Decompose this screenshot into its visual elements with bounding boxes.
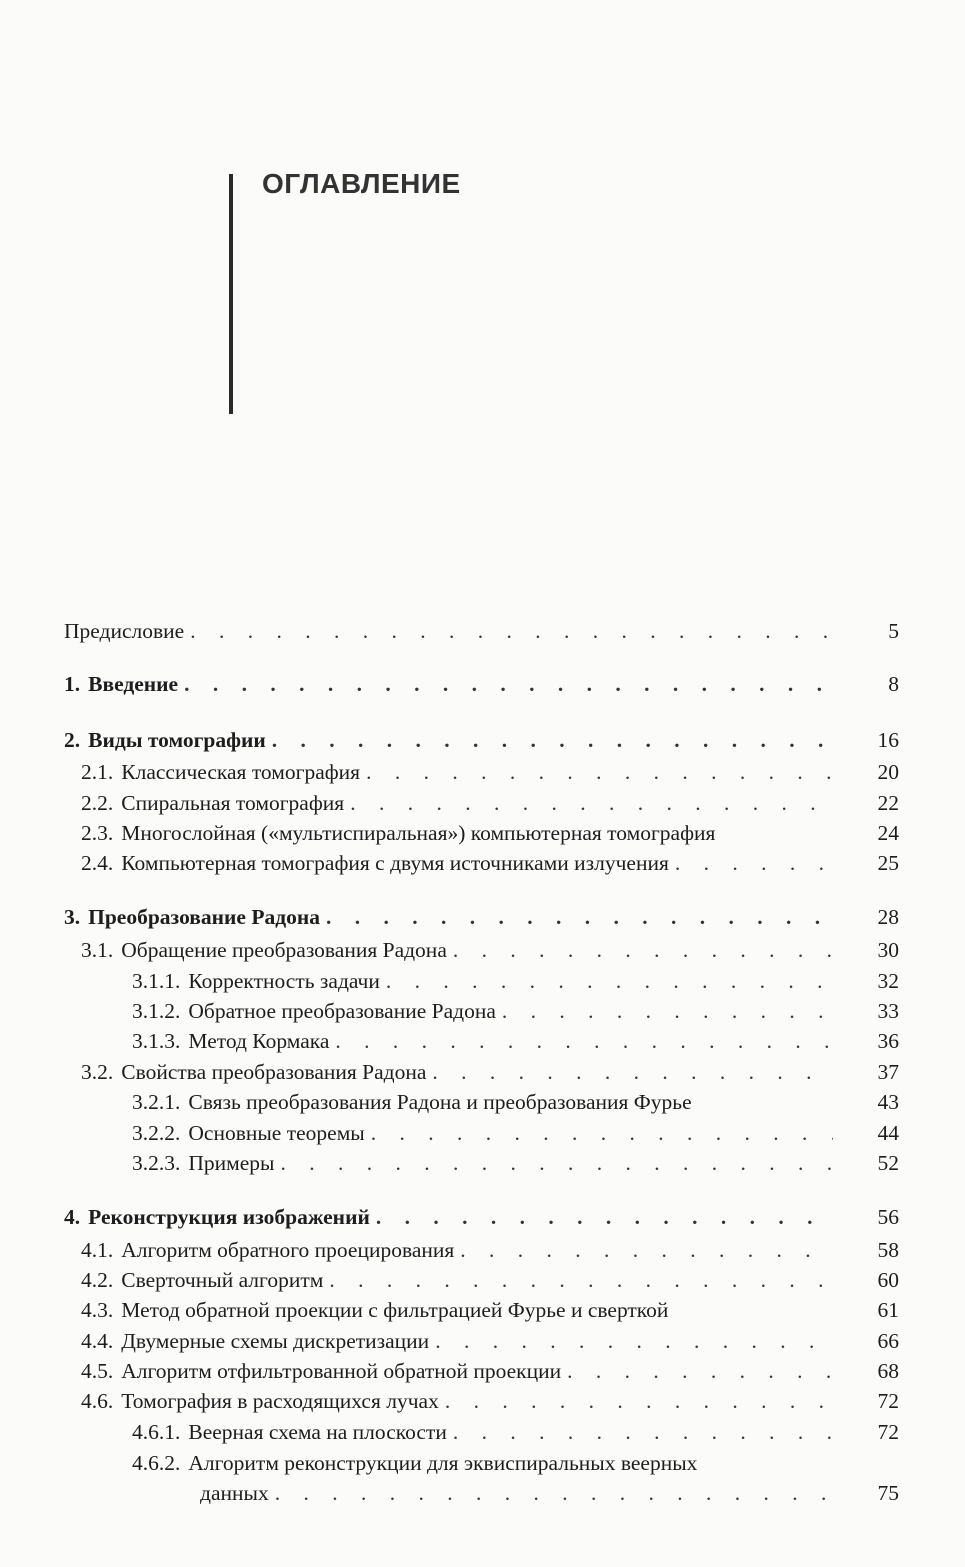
leader-dots bbox=[326, 902, 833, 932]
toc-entry-number: 3.2.1. bbox=[132, 1090, 181, 1114]
toc-entry-label: Алгоритм обратного проецирования bbox=[121, 1238, 455, 1262]
toc-entry-number: 3.1. bbox=[81, 938, 114, 962]
leader-dots bbox=[184, 669, 833, 699]
toc-entry-label: Томография в расходящихся лучах bbox=[121, 1389, 439, 1413]
toc-entry-number: 3.2. bbox=[81, 1060, 114, 1084]
leader-dots bbox=[453, 935, 833, 965]
toc-entry-page: 72 bbox=[877, 1389, 899, 1413]
toc-entry-label: Примеры bbox=[188, 1151, 275, 1175]
toc-entry-label: Классическая томография bbox=[121, 760, 361, 784]
leader-dots bbox=[275, 1478, 833, 1508]
toc-entry-label: Метод обратной проекции с фильтрацией Фурье и сверткой bbox=[121, 1298, 669, 1322]
toc-entry-number: 2. bbox=[64, 728, 81, 752]
toc-entry-label: Многослойная («мультиспиральная») компьютерная томография bbox=[121, 821, 716, 845]
page-title: ОГЛАВЛЕНИЕ bbox=[262, 168, 461, 199]
toc-entry-page: 66 bbox=[877, 1329, 899, 1353]
toc-entry-number: 2.3. bbox=[81, 821, 114, 845]
toc-entry-number: 4.6.2. bbox=[132, 1451, 181, 1475]
toc-entry-page: 75 bbox=[877, 1481, 899, 1505]
toc-entry-page: 28 bbox=[877, 905, 899, 929]
toc-entry-label: Виды томографии bbox=[88, 728, 266, 752]
toc-entry-page: 44 bbox=[877, 1121, 899, 1145]
toc-entry-number: 3.1.3. bbox=[132, 1029, 181, 1053]
toc-entry-page: 61 bbox=[877, 1298, 899, 1322]
toc-entry-page: 36 bbox=[877, 1029, 899, 1053]
leader-dots bbox=[445, 1386, 833, 1416]
leader-dots bbox=[281, 1148, 833, 1178]
toc-entry-label: Двумерные схемы дискретизации bbox=[121, 1329, 430, 1353]
toc-entry-number: 3.2.2. bbox=[132, 1121, 181, 1145]
toc-entry-page: 52 bbox=[877, 1151, 899, 1175]
toc-entry-page: 37 bbox=[877, 1060, 899, 1084]
toc-entry-page: 24 bbox=[877, 821, 899, 845]
toc-entry-page: 16 bbox=[877, 728, 899, 752]
toc-entry-label: Сверточный алгоритм bbox=[121, 1268, 324, 1292]
toc-entry-number: 4.6. bbox=[81, 1389, 114, 1413]
toc-entry-page: 58 bbox=[877, 1238, 899, 1262]
toc-entry-page: 43 bbox=[877, 1090, 899, 1114]
toc-entry-label: Алгоритм отфильтрованной обратной проекции bbox=[121, 1359, 562, 1383]
leader-dots bbox=[460, 1235, 833, 1265]
toc-entry-number: 2.4. bbox=[81, 851, 114, 875]
toc-entry-page: 8 bbox=[888, 672, 899, 696]
leader-dots bbox=[675, 848, 833, 878]
toc-entry-page: 68 bbox=[877, 1359, 899, 1383]
toc-entry-label: Предисловие bbox=[64, 619, 185, 643]
toc-entry-label: Обращение преобразования Радона bbox=[121, 938, 447, 962]
leader-dots bbox=[435, 1326, 833, 1356]
leader-dots bbox=[386, 966, 833, 996]
toc-entry-page: 32 bbox=[877, 969, 899, 993]
leader-dots bbox=[376, 1202, 833, 1232]
toc-entry-number: 4.4. bbox=[81, 1329, 114, 1353]
leader-dots bbox=[190, 616, 833, 646]
leader-dots bbox=[329, 1265, 833, 1295]
toc-entry-number: 4.3. bbox=[81, 1298, 114, 1322]
leader-dots bbox=[502, 996, 833, 1026]
leader-dots bbox=[350, 788, 833, 818]
toc-entry-number: 3.2.3. bbox=[132, 1151, 181, 1175]
leader-dots bbox=[371, 1118, 833, 1148]
toc-entry-number: 2.1. bbox=[81, 760, 114, 784]
toc-entry-label: Веерная схема на плоскости bbox=[188, 1420, 447, 1444]
leader-dots bbox=[272, 725, 833, 755]
toc-entry-number: 4. bbox=[64, 1205, 81, 1229]
toc-entry-label: Основные теоремы bbox=[188, 1121, 365, 1145]
leader-dots bbox=[432, 1057, 833, 1087]
toc-entry-page: 22 bbox=[877, 791, 899, 815]
toc-entry-number: 4.5. bbox=[81, 1359, 114, 1383]
toc-entry-page: 30 bbox=[877, 938, 899, 962]
toc-entry-number: 2.2. bbox=[81, 791, 114, 815]
toc-entry-label-continued: данных bbox=[200, 1481, 269, 1505]
toc-entry-label: Алгоритм реконструкции для эквиспиральных веерных bbox=[188, 1451, 698, 1475]
toc-entry-label: Введение bbox=[88, 672, 179, 696]
toc-entry-page: 60 bbox=[877, 1268, 899, 1292]
leader-dots bbox=[366, 757, 833, 787]
title-rule bbox=[229, 174, 233, 414]
toc-entry-label: Спиральная томография bbox=[121, 791, 345, 815]
toc-entry-number: 3.1.1. bbox=[132, 969, 181, 993]
toc-entry-number: 3.1.2. bbox=[132, 999, 181, 1023]
toc-entry-label: Обратное преобразование Радона bbox=[188, 999, 496, 1023]
toc-entry-page: 56 bbox=[877, 1205, 899, 1229]
toc-entry-page: 25 bbox=[877, 851, 899, 875]
toc-entry-number: 4.2. bbox=[81, 1268, 114, 1292]
toc-entry-number: 3. bbox=[64, 905, 81, 929]
toc-entry-label: Свойства преобразования Радона bbox=[121, 1060, 427, 1084]
toc-entry-number: 4.1. bbox=[81, 1238, 114, 1262]
leader-dots bbox=[335, 1026, 833, 1056]
toc-entry-page: 72 bbox=[877, 1420, 899, 1444]
toc-entry-page: 5 bbox=[888, 619, 899, 643]
toc-entry-page: 20 bbox=[877, 760, 899, 784]
toc-entry-number: 1. bbox=[64, 672, 81, 696]
toc-entry-label: Связь преобразования Радона и преобразования Фурье bbox=[188, 1090, 692, 1114]
leader-dots bbox=[567, 1356, 833, 1386]
toc-entry-label: Компьютерная томография с двумя источниками излучения bbox=[121, 851, 669, 875]
leader-dots bbox=[453, 1417, 833, 1447]
toc-entry-page: 33 bbox=[877, 999, 899, 1023]
toc-entry-label: Корректность задачи bbox=[188, 969, 380, 993]
toc-entry-label: Метод Кормака bbox=[188, 1029, 330, 1053]
toc-entry-label: Преобразование Радона bbox=[88, 905, 320, 929]
toc-entry-label: Реконструкция изображений bbox=[88, 1205, 370, 1229]
toc-entry-number: 4.6.1. bbox=[132, 1420, 181, 1444]
